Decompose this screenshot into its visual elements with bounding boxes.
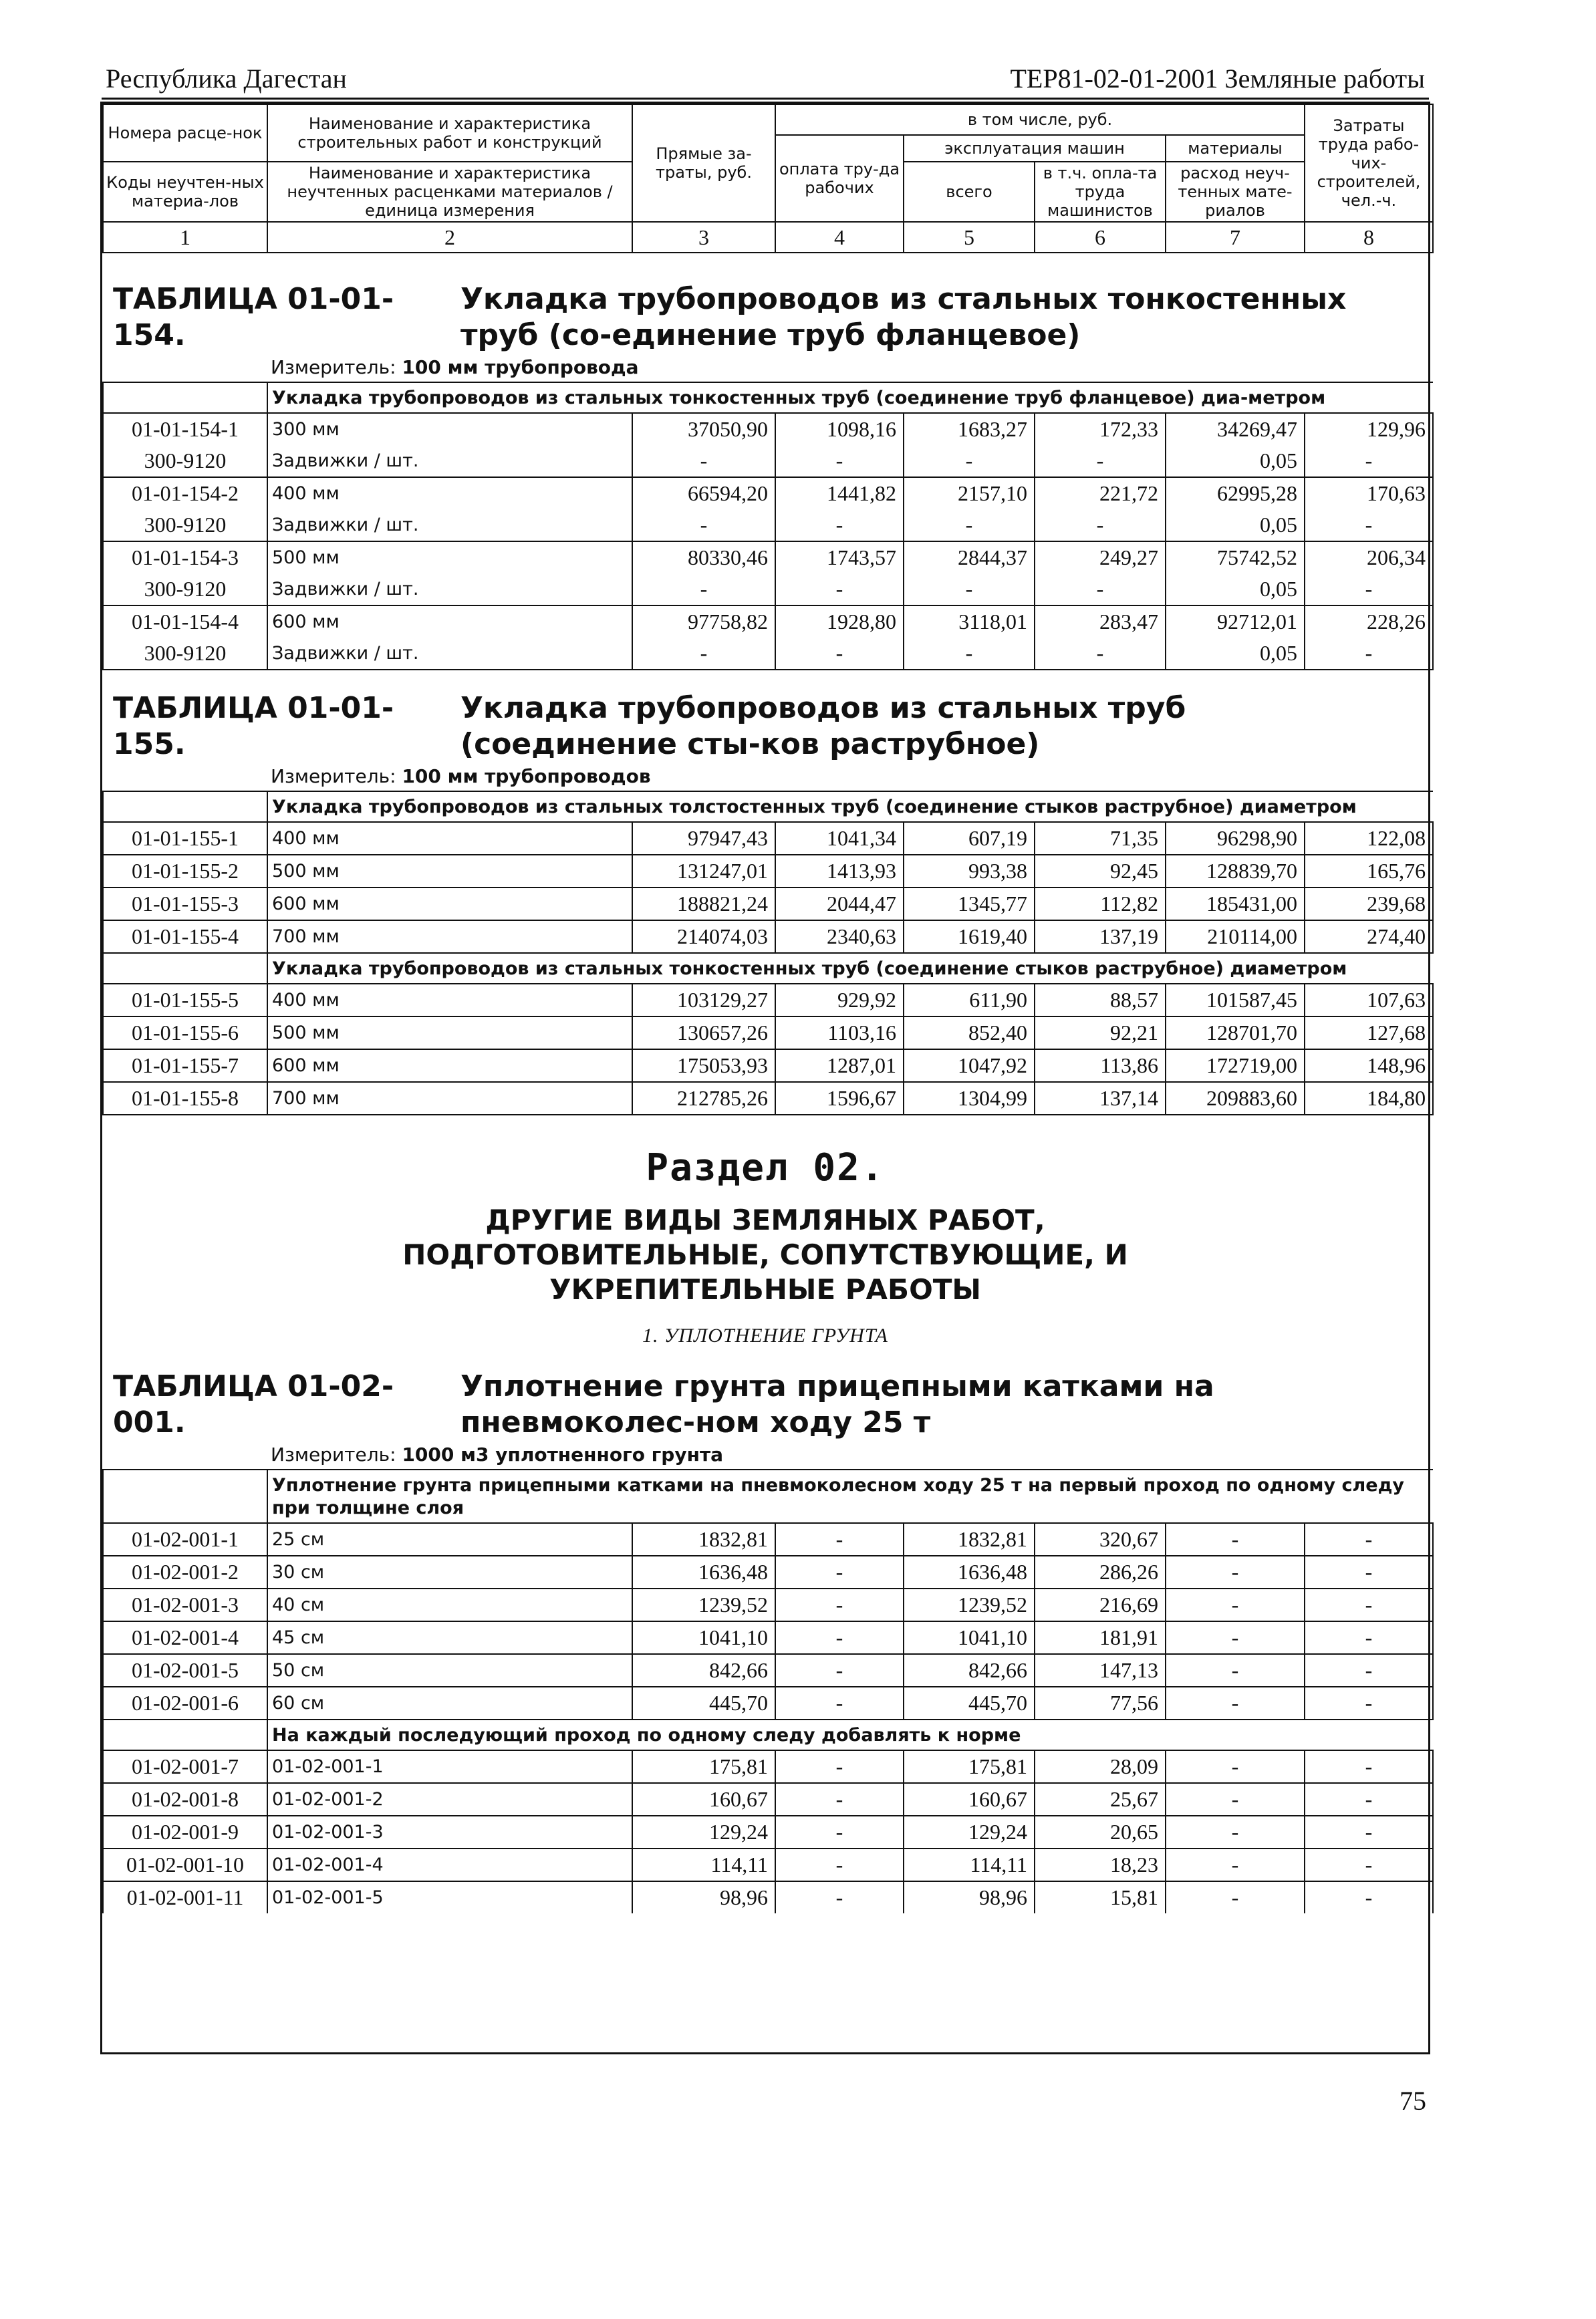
resource-row: 300-9120 Задвижки / шт. - - - - 0,05 - xyxy=(103,509,1433,541)
page-number: 75 xyxy=(1400,2086,1426,2116)
table-row: 01-01-155-7 600 мм 175053,93 1287,01 1047,92 113,86 172719,00 148,96 xyxy=(103,1049,1433,1082)
group-heading: Уплотнение грунта прицепными катками на пневмоколесном ходу 25 т на первый проход по одному следу при толщине слоя xyxy=(267,1470,1433,1523)
table-row: 01-01-155-6 500 мм 130657,26 1103,16 852,40 92,21 128701,70 127,68 xyxy=(103,1016,1433,1049)
table-row: 01-01-155-8 700 мм 212785,26 1596,67 1304,99 137,14 209883,60 184,80 xyxy=(103,1082,1433,1115)
col-material-name: Наименование и характеристика неучтенных расценками материалов / единица измерения xyxy=(267,162,632,222)
section-title: Раздел 02. xyxy=(646,1146,885,1190)
measure-unit: Измеритель: 100 мм трубопроводов xyxy=(271,765,651,787)
table-title: Укладка трубопроводов из стальных тонкостенных труб (со-единение труб фланцевое) xyxy=(460,282,1347,352)
running-header xyxy=(102,61,1429,100)
col-resource-codes: Коды неучтен-ных материа-лов xyxy=(103,162,267,222)
table-row: 01-01-154-2 400 мм 66594,20 1441,82 2157,10 221,72 62995,28 170,63 xyxy=(103,477,1433,509)
col-number: 4 xyxy=(775,222,904,253)
table-row: 01-02-001-4 45 см 1041,10 - 1041,10 181,91 - - xyxy=(103,1621,1433,1654)
group-heading: Укладка трубопроводов из стальных тонкостенных труб (соединение труб фланцевое) диа-метром xyxy=(267,382,1433,413)
table-01-02-001 xyxy=(102,1369,1428,1913)
table-row: 01-02-001-3 40 см 1239,52 - 1239,52 216,69 - - xyxy=(103,1589,1433,1621)
table-title: Укладка трубопроводов из стальных труб (соединение сты-ков раструбное) xyxy=(460,691,1186,761)
table-code: ТАБЛИЦА 01-02-001. xyxy=(113,1369,394,1440)
table-01-01-155 xyxy=(102,690,1428,1115)
column-header xyxy=(102,104,1434,253)
col-number: 3 xyxy=(632,222,775,253)
col-labor-pay: оплата тру-да рабочих xyxy=(775,135,904,222)
table-row: 01-01-155-5 400 мм 103129,27 929,92 611,90 88,57 101587,45 107,63 xyxy=(103,984,1433,1016)
section-heading xyxy=(102,1146,1428,1347)
col-number: 7 xyxy=(1166,222,1305,253)
header-document-code: ТЕР81-02-01-2001 Земляные работы xyxy=(1010,63,1425,94)
table-row: 01-02-001-7 01-02-001-1 175,81 - 175,81 28,09 - - xyxy=(103,1750,1433,1783)
col-machine-operation: эксплуатация машин xyxy=(904,135,1166,162)
resource-row: 300-9120 Задвижки / шт. - - - - 0,05 - xyxy=(103,445,1433,477)
col-rate-numbers: Номера расце-нок xyxy=(103,104,267,162)
group-heading: Укладка трубопроводов из стальных толстостенных труб (соединение стыков раструбное) диаметром xyxy=(267,791,1433,822)
rates-table xyxy=(102,791,1434,1115)
table-row: 01-01-155-3 600 мм 188821,24 2044,47 1345,77 112,82 185431,00 239,68 xyxy=(103,888,1433,920)
col-direct-costs: Прямые за-траты, руб. xyxy=(632,104,775,222)
col-number: 1 xyxy=(103,222,267,253)
table-row: 01-02-001-8 01-02-001-2 160,67 - 160,67 25,67 - - xyxy=(103,1783,1433,1816)
col-number: 8 xyxy=(1305,222,1433,253)
table-code: ТАБЛИЦА 01-01-155. xyxy=(113,691,394,761)
table-row: 01-01-155-4 700 мм 214074,03 2340,63 1619,40 137,19 210114,00 274,40 xyxy=(103,920,1433,953)
table-row: 01-02-001-6 60 см 445,70 - 445,70 77,56 - - xyxy=(103,1687,1433,1720)
table-01-01-154 xyxy=(102,281,1428,670)
col-including: в том числе, руб. xyxy=(775,104,1305,135)
resource-row: 300-9120 Задвижки / шт. - - - - 0,05 - xyxy=(103,638,1433,670)
rates-table xyxy=(102,382,1434,670)
resource-row: 300-9120 Задвижки / шт. - - - - 0,05 - xyxy=(103,573,1433,605)
table-row: 01-02-001-10 01-02-001-4 114,11 - 114,11 18,23 - - xyxy=(103,1849,1433,1881)
table-row: 01-01-154-3 500 мм 80330,46 1743,57 2844,37 249,27 75742,52 206,34 xyxy=(103,541,1433,573)
table-code: ТАБЛИЦА 01-01-154. xyxy=(113,282,394,352)
section-subtitle: ДРУГИЕ ВИДЫ ЗЕМЛЯНЫХ РАБОТ, ПОДГОТОВИТЕЛЬНЫЕ, СОПУТСТВУЮЩИЕ, И УКРЕПИТЕЛЬНЫЕ РАБОТЫ xyxy=(402,1204,1128,1306)
col-number: 6 xyxy=(1035,222,1166,253)
price-table-frame xyxy=(100,102,1430,2054)
header-region: Республика Дагестан xyxy=(106,63,347,94)
group-heading: Укладка трубопроводов из стальных тонкостенных труб (соединение стыков раструбное) диаметром xyxy=(267,953,1433,984)
rates-table xyxy=(102,1469,1434,1913)
table-row: 01-01-155-2 500 мм 131247,01 1413,93 993,38 92,45 128839,70 165,76 xyxy=(103,855,1433,888)
table-row: 01-02-001-5 50 см 842,66 - 842,66 147,13 - - xyxy=(103,1654,1433,1687)
table-row: 01-01-154-1 300 мм 37050,90 1098,16 1683,27 172,33 34269,47 129,96 xyxy=(103,413,1433,445)
col-number: 5 xyxy=(904,222,1035,253)
table-title: Уплотнение грунта прицепными катками на пневмоколес-ном ходу 25 т xyxy=(460,1369,1214,1440)
table-row: 01-02-001-1 25 см 1832,81 - 1832,81 320,67 - - xyxy=(103,1523,1433,1556)
col-work-name: Наименование и характеристика строительных работ и конструкций xyxy=(267,104,632,162)
col-machine-total: всего xyxy=(904,162,1035,222)
table-row: 01-01-154-4 600 мм 97758,82 1928,80 3118,01 283,47 92712,01 228,26 xyxy=(103,605,1433,638)
measure-unit: Измеритель: 1000 м3 уплотненного грунта xyxy=(271,1444,724,1466)
col-machine-labor: в т.ч. опла-та труда машинистов xyxy=(1035,162,1166,222)
table-row: 01-01-155-1 400 мм 97947,43 1041,34 607,19 71,35 96298,90 122,08 xyxy=(103,822,1433,855)
group-heading: На каждый последующий проход по одному следу добавлять к норме xyxy=(267,1720,1433,1750)
measure-unit: Измеритель: 100 мм трубопровода xyxy=(271,356,639,378)
table-row: 01-02-001-11 01-02-001-5 98,96 - 98,96 15,81 - - xyxy=(103,1881,1433,1913)
subsection-title: 1. УПЛОТНЕНИЕ ГРУНТА xyxy=(642,1325,888,1347)
table-row: 01-02-001-9 01-02-001-3 129,24 - 129,24 20,65 - - xyxy=(103,1816,1433,1849)
col-material-consumption: расход неуч-тенных мате-риалов xyxy=(1166,162,1305,222)
col-number: 2 xyxy=(267,222,632,253)
col-labor-hours: Затраты труда рабо-чих-строителей, чел.-ч. xyxy=(1305,104,1433,222)
col-materials: материалы xyxy=(1166,135,1305,162)
table-row: 01-02-001-2 30 см 1636,48 - 1636,48 286,26 - - xyxy=(103,1556,1433,1589)
